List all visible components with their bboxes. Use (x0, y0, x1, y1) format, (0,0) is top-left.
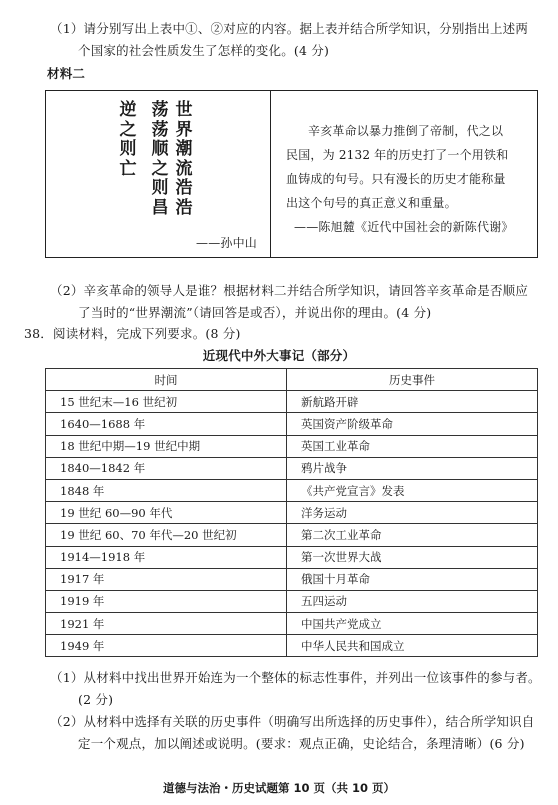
cell-event: 英国工业革命 (287, 435, 538, 457)
calligraphy-author: ——孙中山 (196, 236, 258, 250)
table-row (46, 435, 538, 457)
events-table (45, 368, 538, 657)
quote-line-1: 辛亥革命以暴力推倒了帝制，代之以 (308, 124, 504, 138)
material2-box (45, 90, 538, 258)
table-row (46, 635, 538, 657)
q38-1-line1: （1）从材料中找出世界开始连为一个整体的标志性事件，并列出一位该事件的参与者。 (50, 670, 541, 685)
calligraphy-col-3: 逆 之 则 亡 (119, 100, 137, 179)
table-row (46, 479, 538, 501)
cell-time: 1917 年 (46, 568, 287, 590)
cell-event: 第二次工业革命 (287, 524, 538, 546)
cell-event: 洋务运动 (287, 502, 538, 524)
header-event: 历史事件 (287, 369, 538, 391)
calligraphy-col-2: 荡 荡 顺 之 则 昌 (151, 100, 169, 218)
q38-intro: 38．阅读材料，完成下列要求。(8 分) (24, 326, 241, 341)
cell-time: 19 世纪 60、70 年代—20 世纪初 (46, 524, 287, 546)
cell-time: 1848 年 (46, 479, 287, 501)
q38-1-line2: (2 分) (78, 692, 114, 707)
cell-event: 五四运动 (287, 590, 538, 612)
q37-2-line1: （2）辛亥革命的领导人是谁？根据材料二并结合所学知识，请回答辛亥革命是否顺应 (50, 283, 529, 298)
cell-event: 《共产党宣言》发表 (287, 479, 538, 501)
cell-time: 18 世纪中期—19 世纪中期 (46, 435, 287, 457)
cell-time: 1640—1688 年 (46, 413, 287, 435)
cell-time: 1914—1918 年 (46, 546, 287, 568)
table-row (46, 413, 538, 435)
q38-2-line1: （2）从材料中选择有关联的历史事件（明确写出所选择的历史事件），结合所学知识自 (50, 714, 535, 729)
table-row (46, 546, 538, 568)
quote-line-2: 民国，为 2132 年的历史打了一个用铁和 (286, 148, 509, 162)
cell-event: 俄国十月革命 (287, 568, 538, 590)
page-footer: 道德与法治・历史试题第 10 页（共 10 页） (162, 781, 396, 795)
header-time: 时间 (46, 369, 287, 391)
cell-event: 中华人民共和国成立 (287, 635, 538, 657)
cell-event: 英国资产阶级革命 (287, 413, 538, 435)
q37-1-line2: 个国家的社会性质发生了怎样的变化。(4 分) (78, 43, 330, 58)
q37-1-line1: （1）请分别写出上表中①、②对应的内容。据上表并结合所学知识，分别指出上述两 (50, 21, 529, 36)
cell-event: 新航路开辟 (287, 391, 538, 413)
quote-line-3: 血铸成的句号。只有漫长的历史才能称量 (286, 172, 506, 186)
quote-line-4: 出这个句号的真正意义和重量。 (286, 196, 457, 210)
cell-time: 19 世纪 60—90 年代 (46, 502, 287, 524)
cell-event: 中国共产党成立 (287, 613, 538, 635)
cell-time: 1949 年 (46, 635, 287, 657)
quote-source: ——陈旭麓《近代中国社会的新陈代谢》 (294, 220, 514, 234)
table-row (46, 613, 538, 635)
material2-divider (270, 91, 271, 257)
table-row (46, 457, 538, 479)
q37-2-line2: 了当时的“世界潮流”（请回答是或否），并说出你的理由。(4 分) (78, 305, 432, 320)
cell-time: 1840—1842 年 (46, 457, 287, 479)
cell-time: 1921 年 (46, 613, 287, 635)
table-row (46, 391, 538, 413)
calligraphy-col-1: 世 界 潮 流 浩 浩 (175, 100, 193, 218)
cell-event: 第一次世界大战 (287, 546, 538, 568)
q38-2-line2: 定一个观点，加以阐述或说明。(要求：观点正确，史论结合，条理清晰）(6 分) (78, 736, 525, 751)
table-row (46, 502, 538, 524)
table-row (46, 590, 538, 612)
cell-event: 鸦片战争 (287, 457, 538, 479)
cell-time: 15 世纪末—16 世纪初 (46, 391, 287, 413)
table-header-row (46, 369, 538, 391)
material2-heading: 材料二 (47, 66, 86, 81)
cell-time: 1919 年 (46, 590, 287, 612)
table-row (46, 524, 538, 546)
table-title: 近现代中外大事记（部分） (202, 348, 356, 363)
table-row (46, 568, 538, 590)
